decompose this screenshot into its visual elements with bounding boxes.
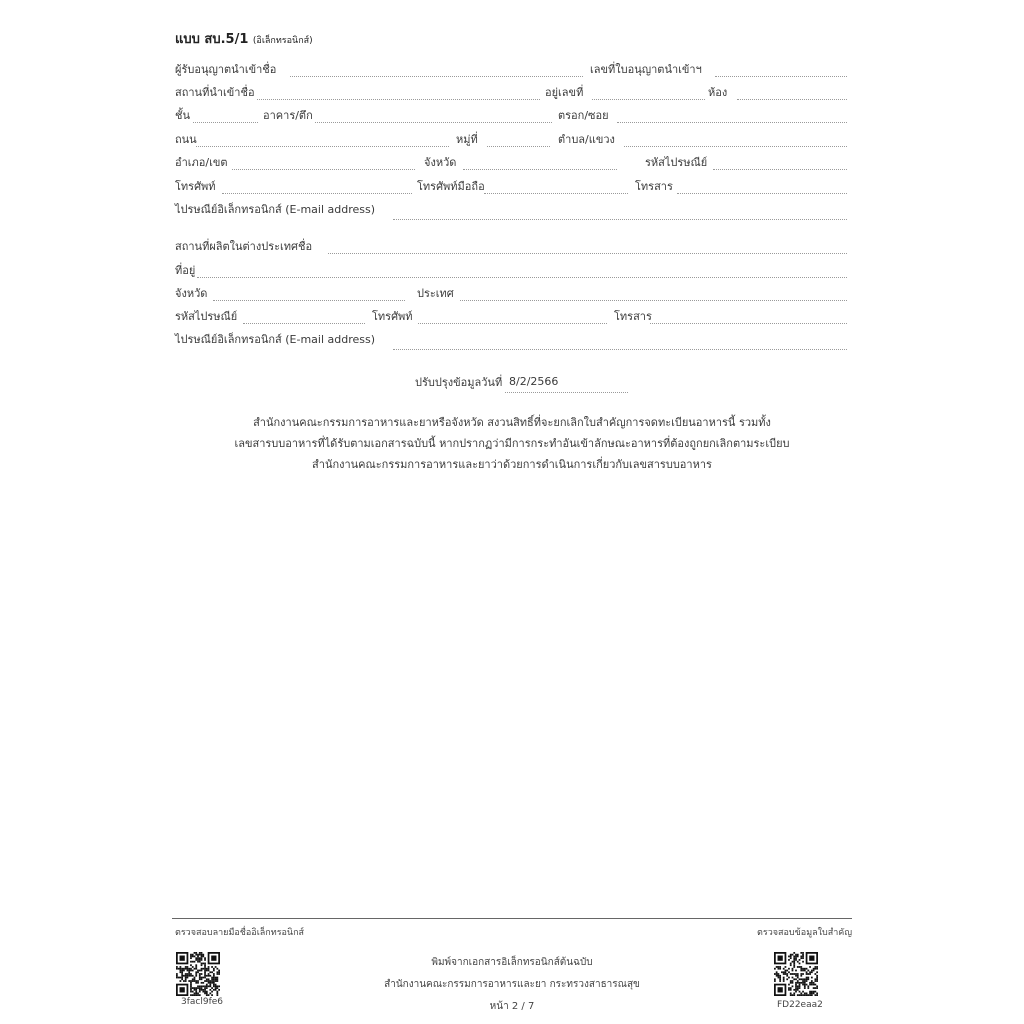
moo-field[interactable] [487,146,550,147]
fax-field[interactable] [677,193,847,194]
fax-label: โทรสาร [635,180,673,193]
building-label: อาคาร/ตึก [263,109,313,122]
manufacturer-province-label: จังหวัด [175,287,208,300]
update-date-label: ปรับปรุงข้อมูลวันที่ [415,376,503,389]
form-title [175,28,313,49]
floor-label: ชั้น [175,109,190,122]
import-place-label: สถานที่นำเข้าชื่อ [175,86,255,99]
road-field[interactable] [196,146,449,147]
room-field[interactable] [737,99,847,100]
road-label: ถนน [175,133,197,146]
subdistrict-label: ตำบล/แขวง [558,133,615,146]
licensee-name-label: ผู้รับอนุญาตนำเข้าชื่อ [175,63,277,76]
postcode-label: รหัสไปรษณีย์ [645,156,708,169]
alley-field[interactable] [617,122,847,123]
licensee-name-field[interactable] [290,76,583,77]
license-no-label: เลขที่ใบอนุญาตนำเข้าฯ [590,63,702,76]
notice-line-3: สำนักงานคณะกรรมการอาหารและยาว่าด้วยการดำเนินการเกี่ยวกับเลขสารบบอาหาร [312,458,712,471]
district-field[interactable] [232,169,415,170]
building-field[interactable] [315,122,552,123]
floor-field[interactable] [193,122,258,123]
license-no-field[interactable] [715,76,847,77]
email-label: ไปรษณีย์อิเล็กทรอนิกส์ (E-mail address) [175,203,376,216]
house-no-label: อยู่เลขที่ [545,86,584,99]
manufacturer-country-label: ประเทศ [417,287,454,300]
import-place-field[interactable] [257,99,540,100]
manufacturer-country-field[interactable] [460,300,847,301]
moo-label: หมู่ที่ [456,133,478,146]
notice-line-2: เลขสารบบอาหารที่ได้รับตามเอกสารฉบับนี้ หากปรากฏว่ามีการกระทำอันเข้าลักษณะอาหารที่ต้องถูกยกเลิกตามระเบียบ [234,437,790,450]
manufacturer-province-field[interactable] [213,300,405,301]
mobile-label: โทรศัพท์มือถือ [417,180,485,193]
agency-text: สำนักงานคณะกรรมการอาหารและยา กระทรวงสาธารณสุข [384,979,640,990]
manufacturer-postcode-field[interactable] [243,323,365,324]
manufacturer-phone-field[interactable] [418,323,607,324]
email-field[interactable] [393,219,847,220]
verify-signature-label: ตรวจสอบลายมือชื่ออิเล็กทรอนิกส์ [175,928,305,938]
mobile-field[interactable] [484,193,628,194]
certificate-code: FD22eaa2 [777,1000,823,1010]
manufacturer-email-label: ไปรษณีย์อิเล็กทรอนิกส์ (E-mail address) [175,333,376,346]
manufacturer-fax-label: โทรสาร [614,310,652,323]
form-code: แบบ สบ.5/1 [175,32,249,47]
manufacturer-email-field[interactable] [393,349,847,350]
manufacturer-fax-field[interactable] [650,323,847,324]
manufacturer-name-field[interactable] [328,253,847,254]
province-label: จังหวัด [424,156,457,169]
house-no-field[interactable] [592,99,705,100]
room-label: ห้อง [708,86,728,99]
page-number: หน้า 2 / 7 [489,1001,535,1012]
manufacturer-postcode-label: รหัสไปรษณีย์ [175,310,238,323]
district-label: อำเภอ/เขต [175,156,228,169]
alley-label: ตรอก/ซอย [558,109,609,122]
postcode-field[interactable] [713,169,847,170]
update-date-field [505,392,628,393]
update-date-value: 8/2/2566 [509,375,559,388]
manufacturer-name-label: สถานที่ผลิตในต่างประเทศชื่อ [175,240,313,253]
notice-line-1: สำนักงานคณะกรรมการอาหารและยาหรือจังหวัด สงวนสิทธิ์ที่จะยกเลิกใบสำคัญการจดทะเบียนอาหารนี้ รวมทั้ง [253,416,771,429]
verify-certificate-label: ตรวจสอบข้อมูลใบสำคัญ [757,928,852,938]
manufacturer-phone-label: โทรศัพท์ [372,310,413,323]
phone-label: โทรศัพท์ [175,180,216,193]
phone-field[interactable] [222,193,412,194]
manufacturer-address-field[interactable] [197,277,847,278]
province-field[interactable] [463,169,617,170]
printed-from-text: พิมพ์จากเอกสารอิเล็กทรอนิกส์ต้นฉบับ [431,957,593,968]
manufacturer-address-label: ที่อยู่ [175,264,196,277]
form-type: (อิเล็กทรอนิกส์) [252,36,313,46]
footer-divider [172,918,852,919]
subdistrict-field[interactable] [624,146,847,147]
signature-code: 3facl9fe6 [181,997,224,1007]
